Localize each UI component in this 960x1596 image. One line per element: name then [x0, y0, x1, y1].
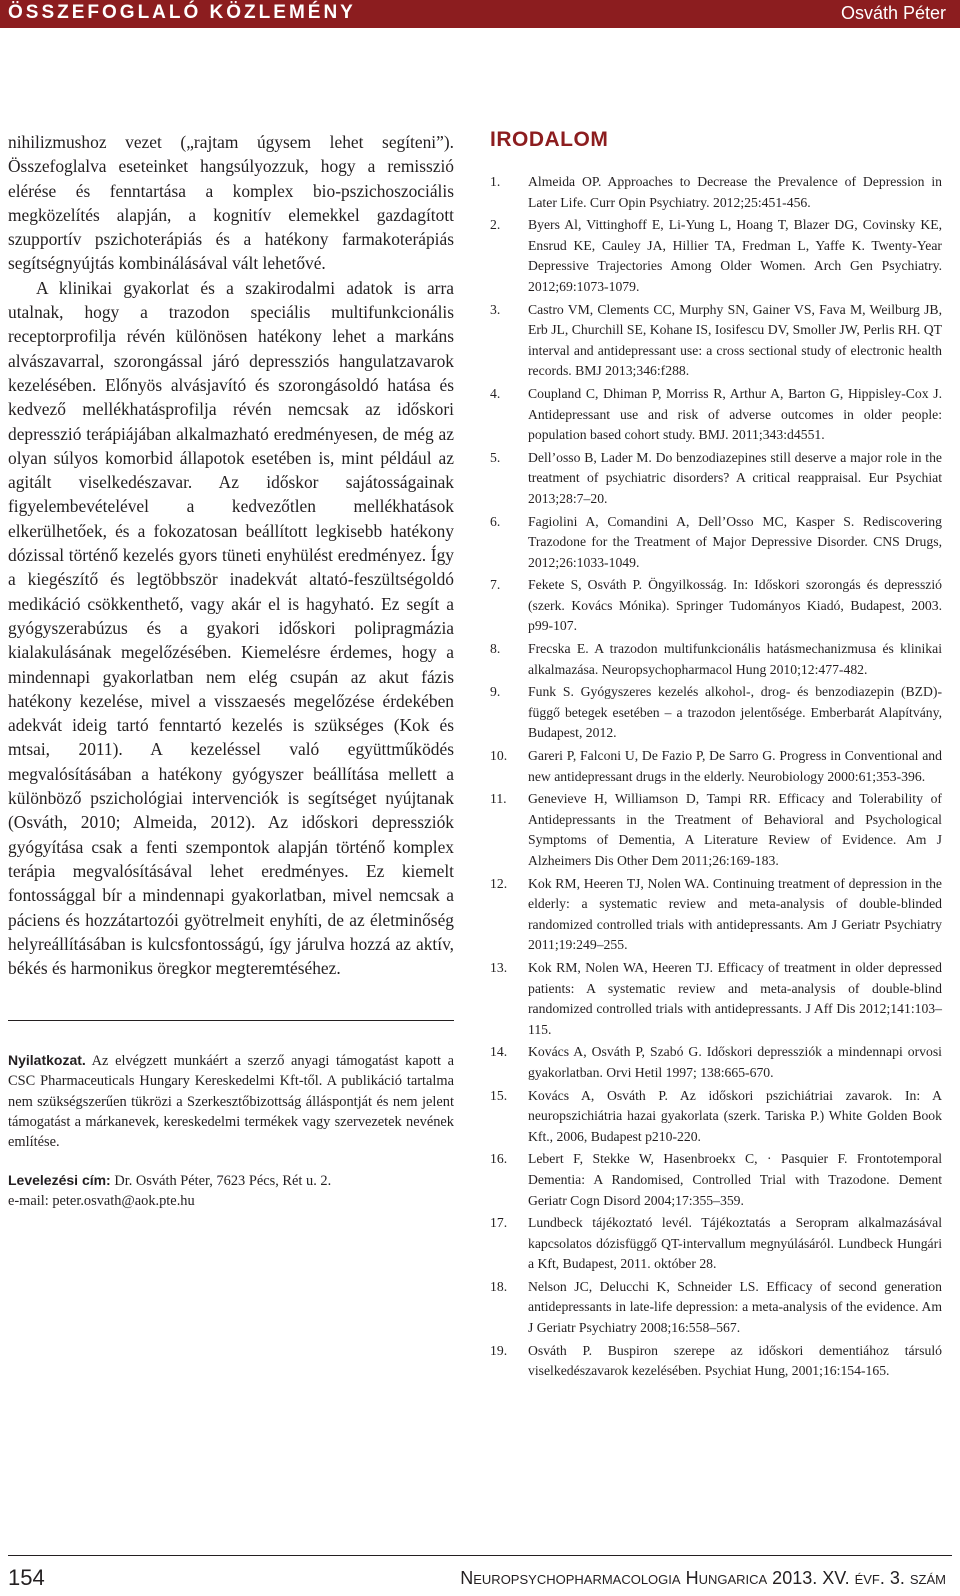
reference-text: Almeida OP. Approaches to Decrease the Prevalence of Depression in Later Life. Curr Opin Psychiatry. 2012;25:451-456. — [528, 174, 942, 210]
section-title: ÖSSZEFOGLALÓ KÖZLEMÉNY — [8, 2, 356, 23]
reference-number: 2. — [490, 217, 501, 233]
reference-item — [490, 448, 942, 510]
reference-item — [490, 300, 942, 382]
disclosure-note — [8, 1050, 454, 1152]
reference-item — [490, 958, 942, 1040]
reference-number: 9. — [490, 684, 501, 700]
reference-text: Lebert F, Stekke W, Hasenbroekx C, · Pasquier F. Frontotemporal Dementia: A Randomised, Controlled Trial with Trazodone. Dement Geriatr Cogn Disord 2004;17:355–359. — [528, 1151, 942, 1208]
reference-number: 15. — [490, 1087, 508, 1103]
divider — [8, 1020, 454, 1021]
reference-item — [490, 874, 942, 956]
reference-item — [490, 1149, 942, 1211]
reference-number: 17. — [490, 1215, 508, 1231]
reference-text: Fagiolini A, Comandini A, Dell’Osso MC, Kasper S. Rediscovering Trazodone for the Treatment of Major Depressive Disorder. CNS Drugs, 2012;26:1033-1049. — [528, 513, 942, 570]
reference-text: Byers Al, Vittinghoff E, Li-Yung L, Hoang T, Blazer DG, Covinsky KE, Ensrud KE, Cauley JA, Hillier TA, Fredman L, Yaffe K. Twenty-Year Depressive Trajectories Among Older Women. Arch Gen Psychiatry. 2012;69:1073-1079. — [528, 217, 942, 294]
reference-item — [490, 1042, 942, 1083]
reference-number: 4. — [490, 385, 501, 401]
reference-number: 14. — [490, 1044, 508, 1060]
reference-text: Gareri P, Falconi U, De Fazio P, De Sarro G. Progress in Conventional and new antidepressant drugs in the elderly. Neurobiology 2000:61;353-396. — [528, 748, 942, 784]
reference-number: 6. — [490, 513, 501, 529]
reference-text: Osváth P. Buspiron szerepe az időskori dementiához társuló viselkedészavarok kezelésében. Psychiat Hung, 2001;16:154-165. — [528, 1342, 942, 1379]
disclosure-label: Nyilatkozat. — [8, 1052, 86, 1068]
reference-item — [490, 172, 942, 213]
reference-item — [490, 1341, 942, 1382]
journal-name: Neuropsychopharmacologia Hungarica 2013. XV. évf. 3. szám — [460, 1568, 946, 1588]
reference-number: 5. — [490, 449, 501, 465]
reference-item — [490, 639, 942, 680]
reference-item — [490, 384, 942, 446]
reference-number: 19. — [490, 1342, 508, 1358]
reference-number: 7. — [490, 577, 501, 593]
reference-item — [490, 512, 942, 574]
reference-item — [490, 1086, 942, 1148]
reference-item — [490, 789, 942, 871]
reference-text: Fekete S, Osváth P. Öngyilkosság. In: Időskori szorongás és depresszió (szerk. Kovács Mónika). Springer Tudományos Kiadó, Budapest, 2003. p99-107. — [528, 577, 942, 634]
reference-number: 1. — [490, 174, 501, 189]
reference-text: Castro VM, Clements CC, Murphy SN, Gainer VS, Fava M, Weilburg JB, Erb JL, Churchill SE, Kohane IS, Iosifescu DV, Smoller JW, Perlis RH. QT interval and antidepressant use: a cross sectional study of electronic health records. BMJ 2013;346:f288. — [528, 301, 942, 379]
page-number: 154 — [8, 1565, 45, 1590]
reference-text: Kovács A, Osváth P, Szabó G. Időskori depressziók a mindennapi orvosi gyakorlatban. Orvi Hetil 1997; 138:665-670. — [528, 1044, 942, 1080]
reference-text: Kovács A, Osváth P. Az időskori pszichiátriai zavarok. In: A neuropszichiátria hazai gyakorlata (szerk. Tariska P.) White Golden Book Kft., 2006, Budapest p210-220. — [528, 1087, 942, 1144]
reference-number: 16. — [490, 1151, 508, 1167]
reference-text: Kok RM, Heeren TJ, Nolen WA. Continuing treatment of depression in the elderly: a systematic review and meta-analysis of double-blinded randomized controlled trials with antidepressants. Am J Geriatr Psychiatry 2011;19:249–255. — [528, 875, 942, 953]
reference-number: 18. — [490, 1278, 508, 1294]
reference-item — [490, 682, 942, 744]
page-header — [0, 0, 960, 28]
reference-number: 3. — [490, 301, 501, 317]
reference-number: 13. — [490, 959, 508, 975]
reference-item — [490, 746, 942, 787]
contact-address: Dr. Osváth Péter, 7623 Pécs, Rét u. 2. — [110, 1173, 332, 1189]
reference-text: Dell’osso B, Lader M. Do benzodiazepines still deserve a major role in the treatment of psychiatric disorders? A critical reappraisal. Eur Psychiat 2013;28:7–20. — [528, 449, 942, 506]
reference-text: Frecska E. A trazodon multifunkcionális hatásmechanizmusa és klinikai alkalmazása. Neuropsychopharmacol Hung 2010;12:477-482. — [528, 641, 942, 677]
reference-text: Kok RM, Nolen WA, Heeren TJ. Efficacy of treatment in older depressed patients: A systematic review and meta-analysis of double-blind randomized controlled trials with antidepressants. J Aff Dis 2012;141:103–115. — [528, 959, 942, 1037]
contact-label: Levelezési cím: — [8, 1172, 111, 1188]
reference-text: Lundbeck tájékoztató levél. Tájékoztatás a Seropram alkalmazásával kapcsolatos dózisfüggő QT-intervallum megnyúlásáról. Lundbeck Hungári a Kft, Budapest, 2011. október 28. — [528, 1215, 942, 1272]
body-paragraph: nihilizmushoz vezet („rajtam úgysem lehet segíteni”). Összefoglalva eseteinket hangsúlyozzuk, hogy a remisszió elérése és fenntartása a komplex bio-pszichoszociális megközelítés alapján, a kognitív elemekkel gazdagított szupportív pszichoterápiás és a hatékony farmakoterápiás segítségnyújtás kombinálásával vált lehetővé. — [8, 132, 454, 274]
body-paragraph: A klinikai gyakorlat és a szakirodalmi adatok is arra utalnak, hogy a trazodon speciális multifunkcionális receptorprofilja révén különösen hatékony lehet a markáns alvászavarral, szorongással járó depressziós hangulatzavarok kezelésében. Előnyös alvásjavító és szorongásoldó hatása és kedvező mellékhatásprofilja révén nemcsak az időskori depresszió terápiájában alkalmazható eredményesen, de még az olyan súlyos komorbid állapotok esetében is, mint például az agitált viselkedészavar. Az időskor sajátosságainak figyelembevételével a kedvezőtlen mellékhatások elkerülhetőek, és a fokozatosan beállított legkisebb hatékony dózissal történő kezelés gyors tüneti enyhülést eredményez. Így a kiegészítő és legtöbbször inadekvát altató-feszültségoldó medikáció csökkenthető, vagy akár el is hagyható. Ez segít a gyógyszerabúzus és a gyakori időskori polipragmázia kialakulásának megelőzésében. Kiemelésre érdemes, hogy a mindennapi gyakorlatban nem elég csupán az akut fázis hatékony kezelése, mivel a visszaesés megelőzése érdekében adekvát ideig tartó fenntartó kezelés is szükséges (Kok és mtsai, 2011). A kezeléssel való együttműködés megvalósításában a hatékony gyógyszer beállítása mellett a különböző pszichológiai intervenciók is segítséget nyújtanak (Osváth, 2010; Almeida, 2012). Az időskori depressziók gyógyítása csak a fenti szempontok alapján történő komplex terápia megvalósításával lehet eredményes. Ez kiemelt fontossággal bír a mindennapi gyakorlatban, mivel nemcsak a páciens és hozzátartozói gyötrelmeit enyhíti, de az életminőség helyreállításában is kulcsfontosságú, így járulva hozzá az aktív, békés és harmonikus öregkor megteremtéséhez. — [8, 277, 454, 979]
reference-text: Nelson JC, Delucchi K, Schneider LS. Efficacy of second generation antidepressants in late-life depression: a meta-analysis of the evidence. Am J Geriatr Psychiatry 2008;16:558–567. — [528, 1278, 942, 1336]
footer-divider — [8, 1555, 952, 1556]
disclosure-text: Az elvégzett munkáért a szerző anyagi támogatást kapott a CSC Pharmaceuticals Hungary Kereskedelmi Kft-től. A publikáció tartalma nem szükségszerűen tükrözi a Szerkesztőbizottság álláspontját és nem jelent támogatást a márkanevek, kereskedelmi termékek vagy szervezetek nevének említése. — [8, 1053, 454, 1151]
reference-item — [490, 1277, 942, 1339]
contact-email[interactable]: e-mail: peter.osvath@aok.pte.hu — [8, 1193, 195, 1210]
reference-text: Funk S. Gyógyszeres kezelés alkohol-, drog- és benzodiazepin (BZD)-függő betegek esetében – a trazodon jelentősége. Emberbarát Alapítvány, Budapest, 2012. — [528, 684, 942, 741]
reference-item — [490, 1213, 942, 1275]
reference-text: Coupland C, Dhiman P, Morriss R, Arthur A, Barton G, Hippisley-Cox J. Antidepressant use and risk of adverse outcomes in older people: population based cohort study. BMJ. 2011;343:d4551. — [528, 385, 942, 443]
reference-item — [490, 575, 942, 637]
references-heading: IRODALOM — [490, 128, 609, 151]
reference-item — [490, 215, 942, 297]
reference-number: 11. — [490, 791, 507, 807]
references-list — [490, 172, 942, 1382]
reference-number: 8. — [490, 641, 501, 657]
reference-text: Genevieve H, Williamson D, Tampi RR. Efficacy and Tolerability of Antidepressants in the Treatment of Behavioral and Psychological Symptoms of Dementia, A Literature Review of Evidence. Am J Alzheimers Dis Other Dem 2011;26:169-183. — [528, 791, 942, 868]
reference-number: 12. — [490, 875, 508, 891]
correspondence — [8, 1170, 454, 1212]
header-author: Osváth Péter — [840, 3, 946, 23]
reference-number: 10. — [490, 748, 508, 764]
main-text-column — [8, 130, 454, 980]
references-column — [490, 128, 942, 1384]
